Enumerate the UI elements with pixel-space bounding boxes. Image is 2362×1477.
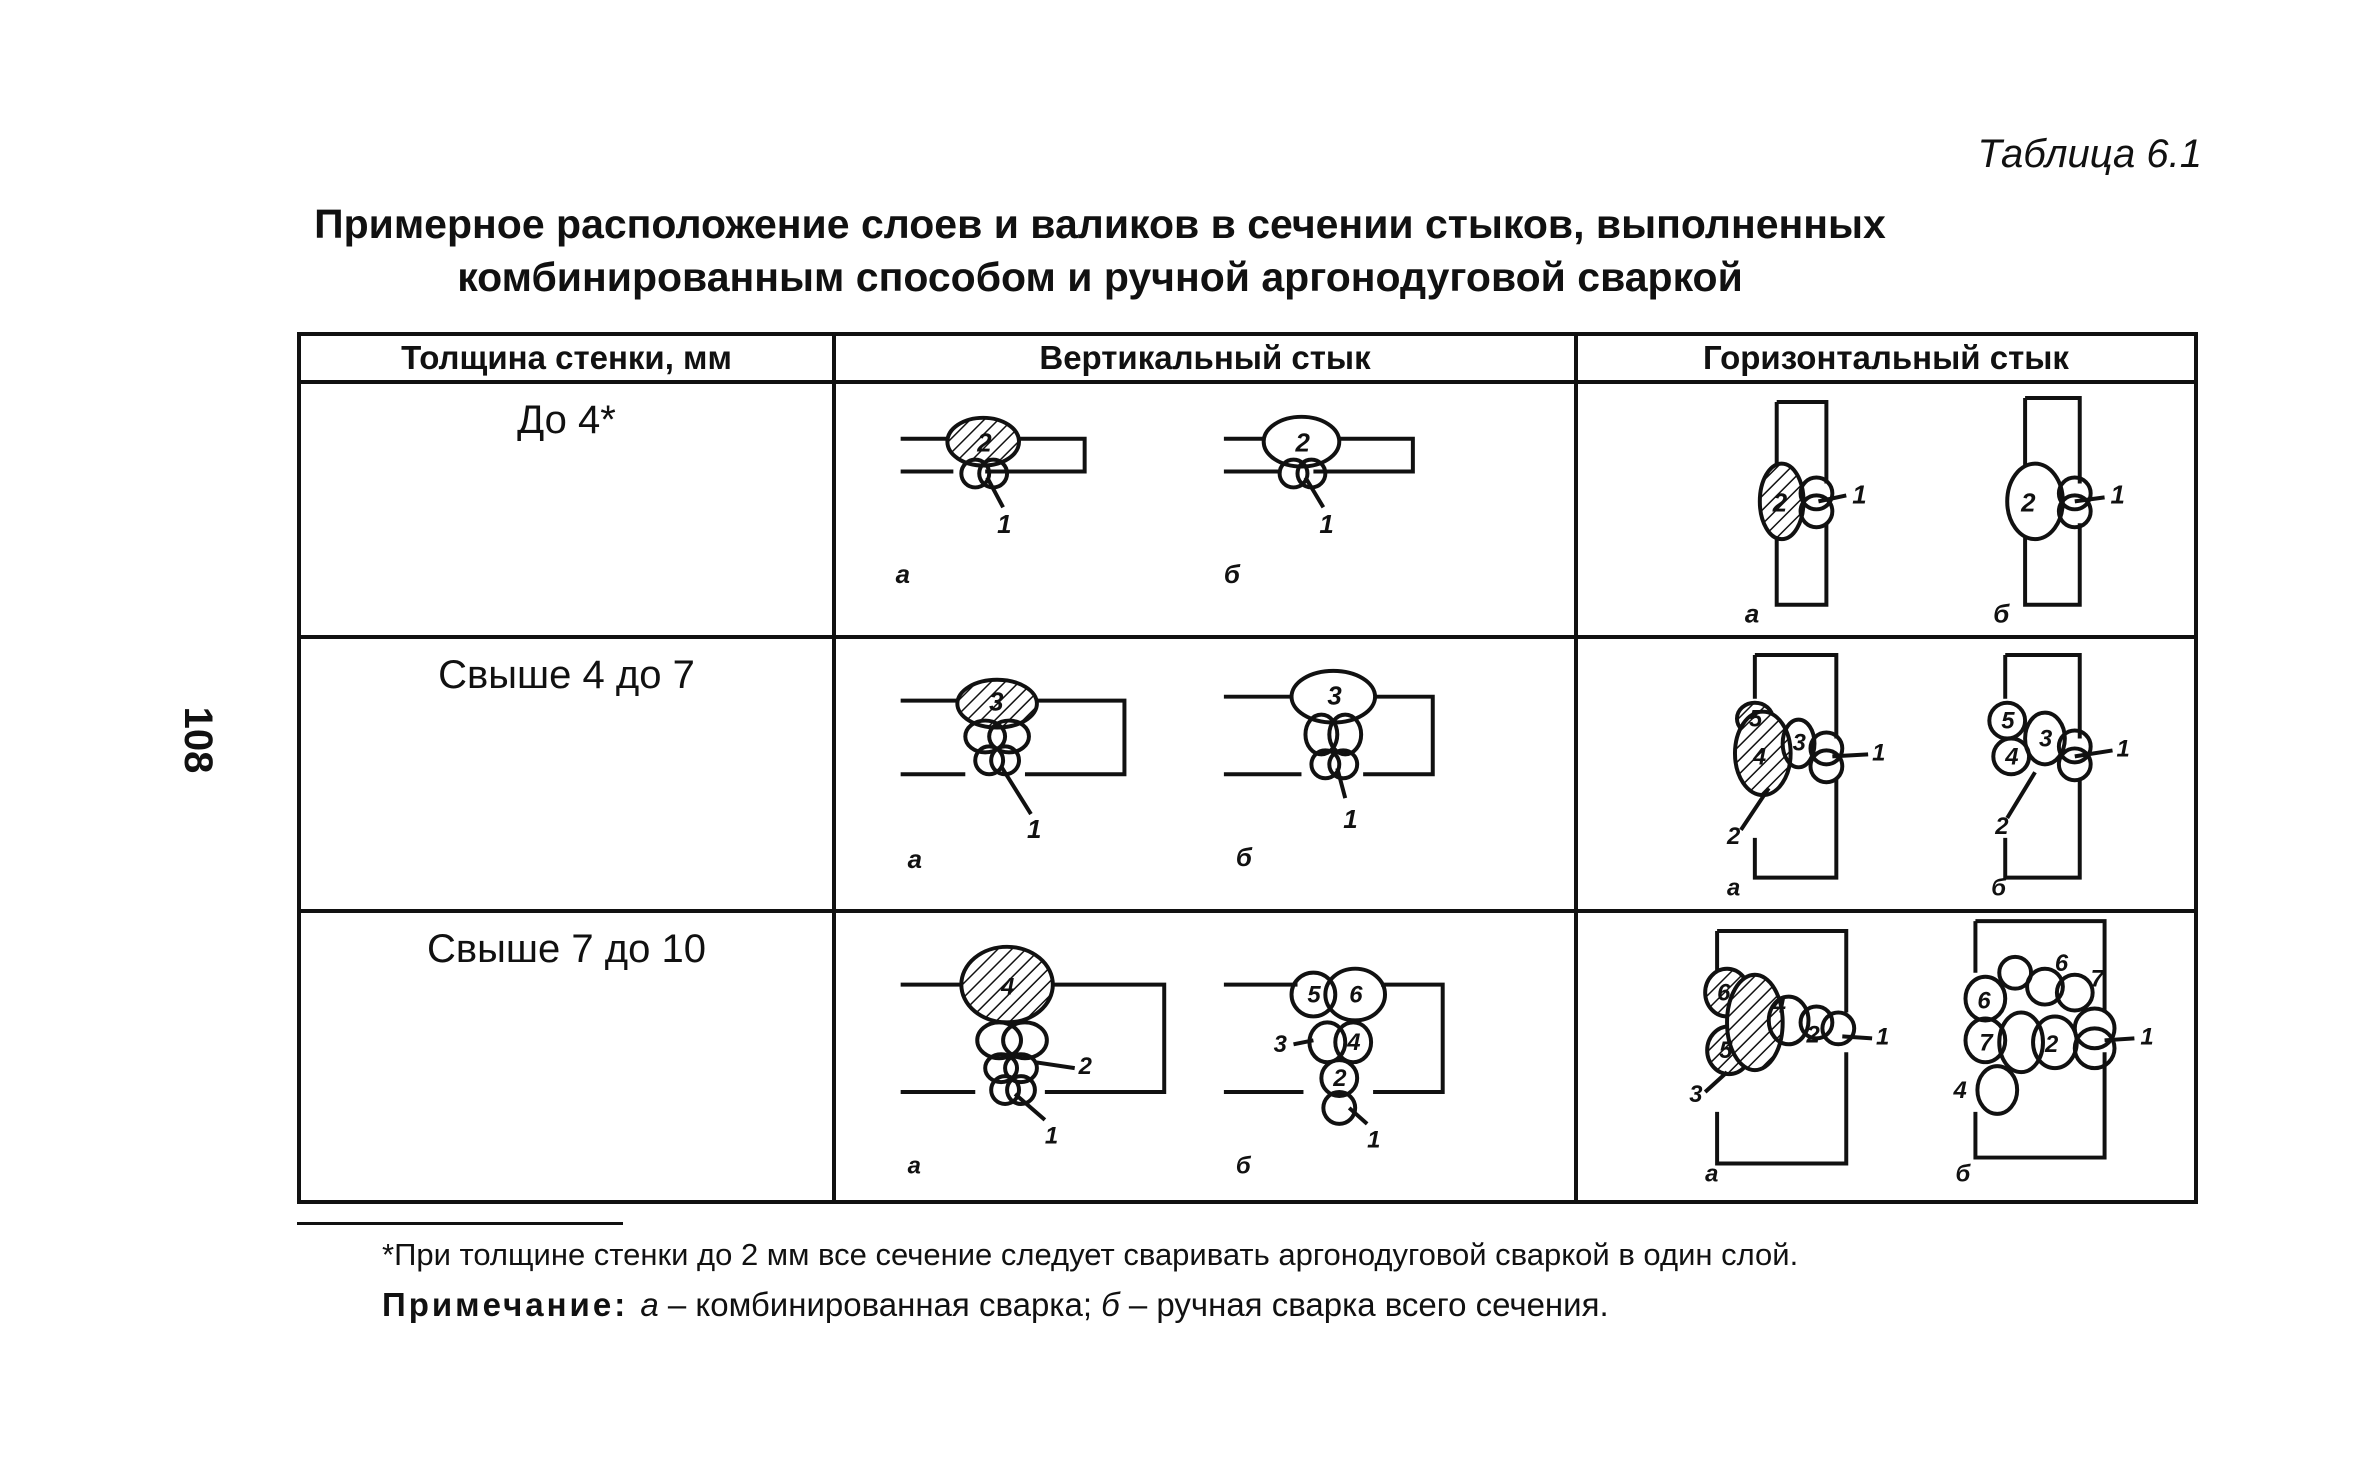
vertical-joint-figure-row2 [834,637,1576,912]
layer-label: 2 [1995,812,2009,840]
layer-label: 3 [989,688,1004,717]
layer-label: 3 [1689,1081,1703,1109]
header-thickness: Толщина стенки, мм [299,334,834,382]
layer-label: 5 [1307,981,1321,1009]
variant-label: б [1955,1160,1971,1188]
layer-label: 1 [1319,511,1334,540]
thickness-cell: Свыше 4 до 7 [299,637,834,912]
layer-label: 2 [977,429,992,458]
layer-label: 6 [1977,987,1991,1015]
layer-label: 7 [2090,965,2104,993]
horizontal-joint-figure-row2 [1576,637,2196,912]
layer-label: 4 [1772,991,1787,1019]
layer-label: 3 [1792,729,1806,757]
layer-label: 5 [2001,707,2015,735]
table-row [299,911,2196,1201]
horizontal-joint-diagram [1578,639,2194,910]
layer-label: 1 [1872,738,1886,766]
vertical-joint-figure-row1 [834,382,1576,637]
layer-label: 4 [2005,742,2019,770]
layer-label: 1 [1367,1126,1381,1154]
note [382,1286,1609,1324]
note-a-text: – комбинированная сварка; [658,1286,1102,1323]
note-b-letter: б [1101,1286,1120,1323]
thickness-cell: До 4* [299,382,834,637]
layer-label: 1 [2116,735,2130,763]
layer-label: 5 [1748,705,1763,733]
table-title [300,198,1900,304]
header-horizontal-joint: Горизонтальный стык [1576,334,2196,382]
horizontal-joint-figure-row3 [1576,911,2196,1201]
layer-label: 2 [2021,489,2036,518]
layer-label: 4 [1752,742,1767,770]
layer-label: 3 [2039,725,2053,753]
title-line-1: Примерное расположение слоев и валиков в сечении стыков, выполненных [314,201,1886,247]
variant-label: а [895,560,911,589]
layer-label: 2 [1806,1021,1820,1049]
horizontal-joint-figure-row1 [1576,382,2196,637]
layer-label: 6 [2054,949,2069,977]
header-vertical-joint: Вертикальный стык [834,334,1576,382]
layer-label: 2 [1333,1065,1347,1093]
layer-label: 1 [997,511,1012,540]
layer-label: 2 [1772,489,1788,518]
horizontal-joint-diagram [1578,913,2194,1199]
note-label: Примечание: [382,1286,641,1323]
note-b-text: – ручная сварка всего сечения. [1119,1286,1609,1323]
variant-label: б [1235,1152,1251,1180]
layer-label: 2 [2044,1031,2059,1059]
table-row [299,382,2196,637]
variant-label: а [907,1152,921,1180]
variant-label: а [1727,874,1741,902]
variant-label: а [907,845,922,874]
layer-label: 5 [1719,1037,1733,1065]
layer-label: 1 [1044,1122,1059,1150]
note-a-letter: а [640,1286,659,1323]
layer-label: 6 [1349,981,1363,1009]
layer-label: 2 [1295,429,1310,458]
variant-label: б [1993,600,2010,629]
layer-label: 1 [2140,1023,2154,1051]
vertical-joint-figure-row3 [834,911,1576,1201]
layer-label: 4 [1001,973,1015,1001]
variant-label: а [1744,600,1760,629]
layer-label: 4 [1953,1077,1967,1105]
layer-label: 1 [1343,805,1358,834]
variant-label: б [1991,874,2007,902]
thickness-cell: Свыше 7 до 10 [299,911,834,1201]
layer-label: 2 [1078,1053,1092,1081]
table-row [299,637,2196,912]
vertical-joint-diagram [836,639,1574,910]
layer-label: 3 [1273,1031,1287,1059]
layer-label: 7 [1979,1029,1993,1057]
vertical-joint-diagram [836,384,1574,635]
page-number: 108 [176,706,221,774]
layer-label: 3 [1327,682,1342,711]
layer-label: 4 [1347,1029,1361,1057]
footnote-divider [297,1222,623,1225]
weld-layers-table [297,332,2198,1204]
layer-label: 1 [1026,815,1042,844]
layer-label: 6 [1717,979,1731,1007]
variant-label: а [1705,1160,1719,1188]
table-number: Таблица 6.1 [1977,132,2202,176]
layer-label: 1 [2110,481,2125,510]
layer-label: 1 [1876,1023,1890,1051]
horizontal-joint-diagram [1578,384,2194,635]
layer-label: 1 [1852,481,1867,510]
vertical-joint-diagram [836,913,1574,1199]
layer-label: 2 [1727,822,1741,850]
footnote: *При толщине стенки до 2 мм все сечение следует сваривать аргонодуговой сваркой в один слой. [382,1237,1799,1272]
table-header-row [299,334,2196,382]
title-line-2: комбинированным способом и ручной аргонодуговой сваркой [457,254,1743,300]
variant-label: б [1235,843,1252,872]
variant-label: б [1223,560,1240,589]
